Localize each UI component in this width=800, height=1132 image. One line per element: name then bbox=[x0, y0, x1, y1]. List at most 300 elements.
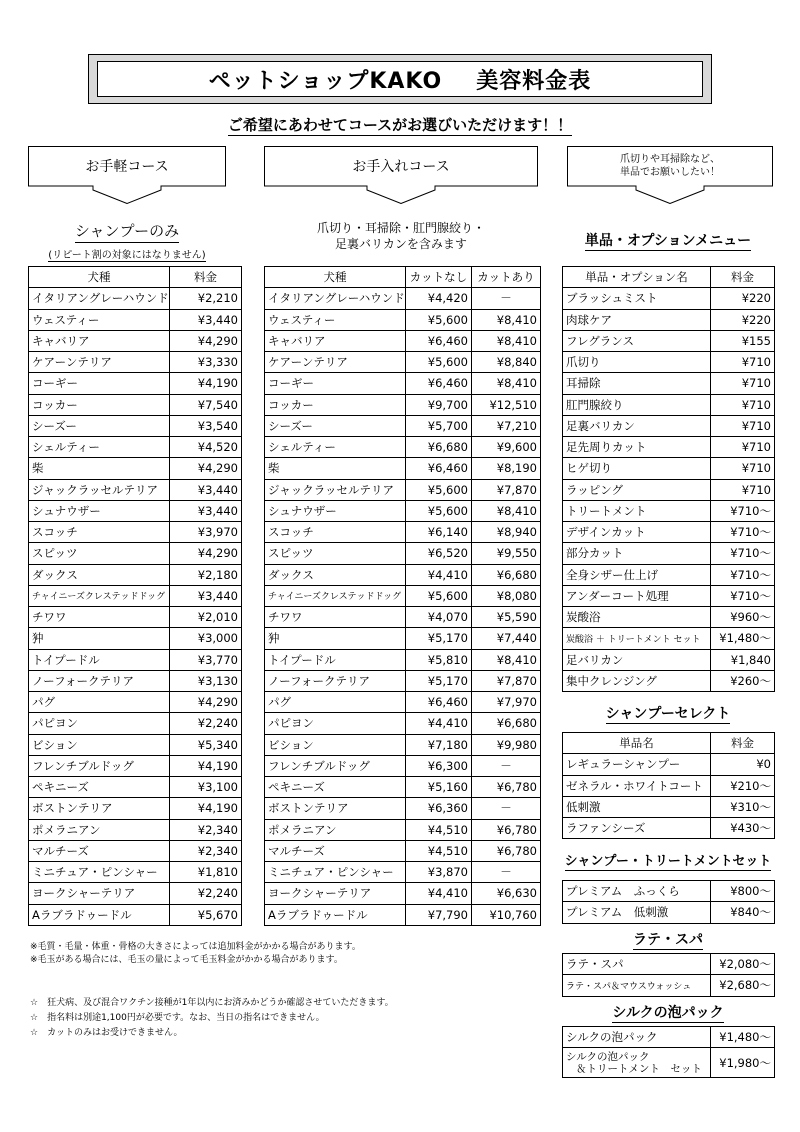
row-price: ¥210～ bbox=[711, 775, 775, 796]
care-course-table bbox=[264, 266, 541, 926]
row-price: ¥7,870 bbox=[472, 479, 541, 500]
row-label: プレミアム ふっくら bbox=[563, 881, 711, 902]
row-label: ダックス bbox=[265, 564, 406, 585]
row-label: コッカー bbox=[265, 394, 406, 415]
row-price: ¥7,790 bbox=[406, 904, 472, 925]
row-label: ラテ・スパ bbox=[563, 954, 711, 975]
row-price: ¥3,870 bbox=[406, 862, 472, 883]
table-row bbox=[265, 458, 541, 479]
row-label: アンダーコート処理 bbox=[563, 585, 711, 606]
row-price: ¥710～ bbox=[711, 543, 775, 564]
table-row bbox=[29, 330, 242, 351]
row-price: ¥5,600 bbox=[406, 352, 472, 373]
table-row bbox=[563, 479, 775, 500]
row-label: ダックス bbox=[29, 564, 170, 585]
shop-name: ペットショップKAKO bbox=[208, 68, 443, 94]
row-label: スピッツ bbox=[265, 543, 406, 564]
row-label: 狆 bbox=[265, 628, 406, 649]
row-price: ¥840～ bbox=[711, 902, 775, 923]
title-banner bbox=[88, 54, 712, 104]
shampoo-select-title: シャンプーセレクト bbox=[605, 706, 731, 722]
row-price: ¥710 bbox=[711, 415, 775, 436]
row-label: シーズー bbox=[29, 415, 170, 436]
table-row bbox=[29, 755, 242, 776]
row-price: ¥4,410 bbox=[406, 564, 472, 585]
row-price: ¥2,340 bbox=[170, 840, 242, 861]
table-row bbox=[265, 862, 541, 883]
table-row bbox=[265, 883, 541, 904]
table-row bbox=[563, 1027, 775, 1048]
row-label: ミニチュア・ピンシャー bbox=[29, 862, 170, 883]
table-row bbox=[29, 692, 242, 713]
row-label: 足先周りカット bbox=[563, 437, 711, 458]
row-label: チワワ bbox=[265, 607, 406, 628]
table-row bbox=[563, 628, 775, 649]
row-price: ¥4,410 bbox=[406, 883, 472, 904]
row-label: ラッピング bbox=[563, 479, 711, 500]
care-course-desc1: 爪切り・耳掃除・肛門腺絞り・ bbox=[316, 221, 485, 235]
row-label: 柴 bbox=[29, 458, 170, 479]
table-row bbox=[29, 883, 242, 904]
table-row bbox=[265, 437, 541, 458]
row-label: トリートメント bbox=[563, 500, 711, 521]
silk-set-price: ¥1,980～ bbox=[711, 1048, 775, 1078]
column-header: 犬種 bbox=[265, 267, 406, 288]
row-price: ¥3,000 bbox=[170, 628, 242, 649]
table-row bbox=[563, 975, 775, 996]
row-price: ¥3,440 bbox=[170, 309, 242, 330]
table-row bbox=[563, 437, 775, 458]
table-row bbox=[29, 798, 242, 819]
row-label: ヒゲ切り bbox=[563, 458, 711, 479]
row-label: 炭酸浴 ＋ トリートメント セット bbox=[563, 628, 711, 649]
row-price: ¥2,680～ bbox=[711, 975, 775, 996]
table-row bbox=[563, 796, 775, 817]
row-label: フレンチブルドッグ bbox=[265, 755, 406, 776]
row-price: ¥2,080～ bbox=[711, 954, 775, 975]
row-label: スコッチ bbox=[265, 522, 406, 543]
row-price: ¥4,190 bbox=[170, 373, 242, 394]
table-row bbox=[563, 394, 775, 415]
table-row bbox=[265, 670, 541, 691]
table-row bbox=[563, 649, 775, 670]
table-row bbox=[563, 670, 775, 691]
callout-single-line1: 爪切りや耳掃除など、 bbox=[620, 154, 720, 165]
table-row bbox=[265, 288, 541, 309]
latte-spa-table bbox=[562, 953, 775, 997]
row-price: ¥3,970 bbox=[170, 522, 242, 543]
table-row bbox=[265, 819, 541, 840]
row-price: ¥8,190 bbox=[472, 458, 541, 479]
table-row bbox=[265, 309, 541, 330]
row-price: ¥310～ bbox=[711, 796, 775, 817]
table-row bbox=[265, 713, 541, 734]
table-row bbox=[265, 479, 541, 500]
table-row bbox=[563, 564, 775, 585]
light-course-title: シャンプーのみ bbox=[75, 220, 179, 243]
callout-care-label: お手入れコース bbox=[352, 159, 450, 175]
table-row bbox=[265, 734, 541, 755]
row-price: ¥8,080 bbox=[472, 585, 541, 606]
note-star-3: ☆ カットのみはお受けできません。 bbox=[30, 1028, 183, 1038]
extra-fee-notes bbox=[30, 941, 361, 967]
shampoo-treatment-heading bbox=[556, 850, 780, 869]
table-row bbox=[265, 500, 541, 521]
row-price: ¥8,410 bbox=[472, 373, 541, 394]
row-label: コッカー bbox=[29, 394, 170, 415]
table-row bbox=[265, 649, 541, 670]
note-extra-1: ※毛質・毛量・体重・骨格の大きさによっては追加料金がかかる場合があります。 bbox=[30, 942, 361, 952]
row-label: トイプードル bbox=[29, 649, 170, 670]
row-label: シェルティー bbox=[265, 437, 406, 458]
row-price: ¥2,010 bbox=[170, 607, 242, 628]
row-label: 肛門腺絞り bbox=[563, 394, 711, 415]
row-label: 足裏バリカン bbox=[563, 415, 711, 436]
row-price: ¥5,340 bbox=[170, 734, 242, 755]
row-price: ¥1,840 bbox=[711, 649, 775, 670]
row-label: ケアーンテリア bbox=[265, 352, 406, 373]
row-price: ¥4,520 bbox=[170, 437, 242, 458]
table-row bbox=[29, 777, 242, 798]
row-price: ¥2,210 bbox=[170, 288, 242, 309]
row-price: ¥430～ bbox=[711, 818, 775, 839]
silk-pack-title: シルクの泡パック bbox=[612, 1005, 724, 1021]
row-label: シュナウザー bbox=[29, 500, 170, 521]
row-label: ラテ・スパ＆マウスウォッシュ bbox=[563, 975, 711, 996]
row-label: ゼネラル・ホワイトコート bbox=[563, 775, 711, 796]
table-row bbox=[265, 564, 541, 585]
table-header-row bbox=[563, 267, 775, 288]
row-price: ¥5,590 bbox=[472, 607, 541, 628]
row-price: ¥710 bbox=[711, 373, 775, 394]
column-header: 犬種 bbox=[29, 267, 170, 288]
table-row bbox=[29, 670, 242, 691]
row-price: ¥2,240 bbox=[170, 713, 242, 734]
row-price: ¥7,870 bbox=[472, 670, 541, 691]
table-row bbox=[265, 798, 541, 819]
note-extra-2: ※毛玉がある場合には、毛玉の量によって毛玉料金がかかる場合があります。 bbox=[30, 955, 343, 965]
table-row bbox=[265, 585, 541, 606]
row-label: トイプードル bbox=[265, 649, 406, 670]
row-price: ¥7,970 bbox=[472, 692, 541, 713]
row-price: ¥4,190 bbox=[170, 755, 242, 776]
row-price: ¥8,410 bbox=[472, 649, 541, 670]
table-row bbox=[29, 649, 242, 670]
silk-set-line1: シルクの泡パック bbox=[566, 1050, 650, 1063]
table-row bbox=[563, 818, 775, 839]
column-header: 単品・オプション名 bbox=[563, 267, 711, 288]
table-row bbox=[29, 713, 242, 734]
care-course-desc2: 足裏バリカンを含みます bbox=[335, 237, 467, 251]
row-price: ¥1,810 bbox=[170, 862, 242, 883]
row-price: ¥5,600 bbox=[406, 585, 472, 606]
row-price: ¥5,700 bbox=[406, 415, 472, 436]
row-price: ¥5,600 bbox=[406, 309, 472, 330]
row-label: シルクの泡パック bbox=[563, 1027, 711, 1048]
row-price: ¥3,100 bbox=[170, 777, 242, 798]
row-price: ¥800～ bbox=[711, 881, 775, 902]
row-price: ¥4,190 bbox=[170, 798, 242, 819]
latte-spa-title: ラテ・スパ bbox=[633, 932, 703, 948]
note-star-2: ☆ 指名料は別途1,100円が必要です。なお、当日の指名はできません。 bbox=[30, 1013, 325, 1023]
row-price: ¥4,290 bbox=[170, 692, 242, 713]
row-label: 全身シザー仕上げ bbox=[563, 564, 711, 585]
row-label: コーギー bbox=[265, 373, 406, 394]
row-price: ¥3,540 bbox=[170, 415, 242, 436]
table-row bbox=[265, 415, 541, 436]
row-label: キャバリア bbox=[29, 330, 170, 351]
silk-set-name bbox=[563, 1048, 711, 1078]
table-row bbox=[29, 309, 242, 330]
column-header: 単品名 bbox=[563, 733, 711, 754]
row-label: マルチーズ bbox=[29, 840, 170, 861]
subtitle bbox=[0, 114, 800, 135]
row-label: ケアーンテリア bbox=[29, 352, 170, 373]
row-price: ¥5,600 bbox=[406, 479, 472, 500]
row-price: ¥6,680 bbox=[472, 564, 541, 585]
row-price: ¥155 bbox=[711, 330, 775, 351]
shampoo-treatment-table bbox=[562, 880, 775, 924]
row-label: 爪切り bbox=[563, 352, 711, 373]
row-price: ¥6,460 bbox=[406, 458, 472, 479]
row-label: シーズー bbox=[265, 415, 406, 436]
table-row bbox=[29, 522, 242, 543]
table-row bbox=[563, 522, 775, 543]
row-price: ¥8,410 bbox=[472, 330, 541, 351]
row-label: シュナウザー bbox=[265, 500, 406, 521]
row-price: ¥4,290 bbox=[170, 543, 242, 564]
table-row bbox=[563, 330, 775, 351]
row-price: ¥710 bbox=[711, 437, 775, 458]
row-label: チワワ bbox=[29, 607, 170, 628]
callout-care-course bbox=[264, 146, 538, 204]
table-row bbox=[29, 352, 242, 373]
row-label: ビション bbox=[265, 734, 406, 755]
table-row bbox=[265, 352, 541, 373]
row-label: Aラブラドゥードル bbox=[29, 904, 170, 925]
table-row bbox=[265, 777, 541, 798]
row-label: マルチーズ bbox=[265, 840, 406, 861]
table-header-row bbox=[265, 267, 541, 288]
row-price: ¥710 bbox=[711, 479, 775, 500]
row-price: ¥6,680 bbox=[406, 437, 472, 458]
row-price: ¥2,180 bbox=[170, 564, 242, 585]
callout-single-items bbox=[567, 146, 773, 204]
subtitle-text: ご希望にあわせてコースがお選びいただけます！！ bbox=[227, 116, 573, 134]
row-price: ¥3,770 bbox=[170, 649, 242, 670]
column-header: 料金 bbox=[170, 267, 242, 288]
callout-single-line2: 単品でお願いしたい！ bbox=[620, 167, 720, 178]
table-row bbox=[563, 954, 775, 975]
row-price: ¥7,440 bbox=[472, 628, 541, 649]
table-row bbox=[29, 819, 242, 840]
table-row bbox=[29, 607, 242, 628]
callout-light-label: お手軽コース bbox=[85, 159, 169, 175]
row-price: ¥6,460 bbox=[406, 692, 472, 713]
table-row bbox=[265, 330, 541, 351]
row-price: ¥6,460 bbox=[406, 373, 472, 394]
table-row bbox=[29, 394, 242, 415]
row-label: ヨークシャーテリア bbox=[265, 883, 406, 904]
row-price: ¥10,760 bbox=[472, 904, 541, 925]
row-label: パピヨン bbox=[265, 713, 406, 734]
row-price: ¥3,330 bbox=[170, 352, 242, 373]
row-price: ¥5,170 bbox=[406, 670, 472, 691]
table-row bbox=[265, 692, 541, 713]
row-label: ジャックラッセルテリア bbox=[265, 479, 406, 500]
table-header-row bbox=[563, 733, 775, 754]
table-row bbox=[29, 415, 242, 436]
row-label: Aラブラドゥードル bbox=[265, 904, 406, 925]
row-label: 狆 bbox=[29, 628, 170, 649]
row-price: ¥9,980 bbox=[472, 734, 541, 755]
table-row bbox=[29, 564, 242, 585]
shampoo-select-heading bbox=[562, 703, 774, 723]
row-price: ¥7,540 bbox=[170, 394, 242, 415]
row-label: ペキニーズ bbox=[265, 777, 406, 798]
row-price: ¥710 bbox=[711, 352, 775, 373]
row-price: ¥4,410 bbox=[406, 713, 472, 734]
row-price: ¥7,180 bbox=[406, 734, 472, 755]
row-label: パグ bbox=[265, 692, 406, 713]
row-price: ¥7,210 bbox=[472, 415, 541, 436]
table-row bbox=[563, 775, 775, 796]
row-label: 低刺激 bbox=[563, 796, 711, 817]
table-row bbox=[29, 437, 242, 458]
row-price: － bbox=[472, 862, 541, 883]
table-row bbox=[265, 522, 541, 543]
row-label: 集中クレンジング bbox=[563, 670, 711, 691]
row-price: ¥1,480～ bbox=[711, 1027, 775, 1048]
table-row bbox=[563, 754, 775, 775]
light-course-heading bbox=[28, 220, 226, 262]
table-row bbox=[563, 585, 775, 606]
table-row bbox=[563, 309, 775, 330]
row-price: ¥8,410 bbox=[472, 500, 541, 521]
option-menu-table bbox=[562, 266, 775, 692]
row-label: ノーフォークテリア bbox=[265, 670, 406, 691]
row-label: 炭酸浴 bbox=[563, 607, 711, 628]
table-row bbox=[265, 607, 541, 628]
row-price: ¥0 bbox=[711, 754, 775, 775]
row-label: イタリアングレーハウンド bbox=[29, 288, 170, 309]
row-label: ヨークシャーテリア bbox=[29, 883, 170, 904]
row-price: ¥6,360 bbox=[406, 798, 472, 819]
row-price: ¥9,700 bbox=[406, 394, 472, 415]
row-price: ¥8,840 bbox=[472, 352, 541, 373]
table-row bbox=[563, 902, 775, 923]
row-price: ¥5,810 bbox=[406, 649, 472, 670]
row-label: 肉球ケア bbox=[563, 309, 711, 330]
table-row bbox=[563, 415, 775, 436]
table-row bbox=[563, 543, 775, 564]
table-row bbox=[563, 352, 775, 373]
table-header-row bbox=[29, 267, 242, 288]
row-price: ¥5,170 bbox=[406, 628, 472, 649]
row-price: ¥3,440 bbox=[170, 479, 242, 500]
table-row bbox=[563, 500, 775, 521]
row-price: ¥6,460 bbox=[406, 330, 472, 351]
row-label: レギュラーシャンプー bbox=[563, 754, 711, 775]
row-price: ¥4,290 bbox=[170, 458, 242, 479]
table-row bbox=[265, 394, 541, 415]
callout-single-label bbox=[567, 146, 773, 186]
row-price: ¥3,440 bbox=[170, 500, 242, 521]
row-label: プレミアム 低刺激 bbox=[563, 902, 711, 923]
silk-set-line2: ＆トリートメント セット bbox=[576, 1062, 702, 1075]
latte-spa-heading bbox=[562, 929, 774, 949]
row-label: ポメラニアン bbox=[265, 819, 406, 840]
table-row bbox=[265, 628, 541, 649]
table-row bbox=[29, 458, 242, 479]
row-price: ¥3,130 bbox=[170, 670, 242, 691]
table-row bbox=[29, 479, 242, 500]
care-course-heading bbox=[264, 220, 538, 252]
row-price: ¥6,780 bbox=[472, 777, 541, 798]
row-price: ¥6,680 bbox=[472, 713, 541, 734]
row-price: ¥220 bbox=[711, 309, 775, 330]
row-label: キャバリア bbox=[265, 330, 406, 351]
row-label: ウェスティー bbox=[265, 309, 406, 330]
row-price: ¥710～ bbox=[711, 564, 775, 585]
table-row bbox=[265, 840, 541, 861]
option-menu-title: 単品・オプションメニュー bbox=[584, 233, 752, 249]
row-label: ボストンテリア bbox=[29, 798, 170, 819]
row-label: ウェスティー bbox=[29, 309, 170, 330]
row-label: ポメラニアン bbox=[29, 819, 170, 840]
row-price: ¥1,480～ bbox=[711, 628, 775, 649]
row-price: ¥9,600 bbox=[472, 437, 541, 458]
table-row bbox=[563, 881, 775, 902]
table-row bbox=[265, 373, 541, 394]
table-row bbox=[563, 607, 775, 628]
column-header: 料金 bbox=[711, 267, 775, 288]
row-price: ¥4,070 bbox=[406, 607, 472, 628]
table-row bbox=[29, 585, 242, 606]
callout-light-course bbox=[28, 146, 226, 204]
row-label: ジャックラッセルテリア bbox=[29, 479, 170, 500]
row-price: － bbox=[472, 288, 541, 309]
row-label: フレンチブルドッグ bbox=[29, 755, 170, 776]
row-price: － bbox=[472, 755, 541, 776]
table-row bbox=[29, 628, 242, 649]
row-price: ¥6,780 bbox=[472, 840, 541, 861]
row-price: ¥3,440 bbox=[170, 585, 242, 606]
table-row bbox=[29, 840, 242, 861]
row-price: ¥220 bbox=[711, 288, 775, 309]
star-notes bbox=[30, 996, 394, 1041]
row-label: チャイニーズクレステッドドッグ bbox=[265, 585, 406, 606]
row-label: 部分カット bbox=[563, 543, 711, 564]
shampoo-treatment-title: シャンプー・トリートメントセット bbox=[564, 854, 772, 869]
row-label: ミニチュア・ピンシャー bbox=[265, 862, 406, 883]
column-header: カットあり bbox=[472, 267, 541, 288]
silk-pack-heading bbox=[562, 1002, 774, 1022]
row-label: パピヨン bbox=[29, 713, 170, 734]
row-price: ¥12,510 bbox=[472, 394, 541, 415]
row-price: ¥4,420 bbox=[406, 288, 472, 309]
row-label: 足バリカン bbox=[563, 649, 711, 670]
row-price: ¥5,670 bbox=[170, 904, 242, 925]
shampoo-select-table bbox=[562, 732, 775, 839]
table-row bbox=[29, 862, 242, 883]
table-row bbox=[563, 458, 775, 479]
column-header: カットなし bbox=[406, 267, 472, 288]
row-label: 柴 bbox=[265, 458, 406, 479]
row-price: ¥4,290 bbox=[170, 330, 242, 351]
table-row bbox=[265, 543, 541, 564]
row-price: ¥710～ bbox=[711, 522, 775, 543]
